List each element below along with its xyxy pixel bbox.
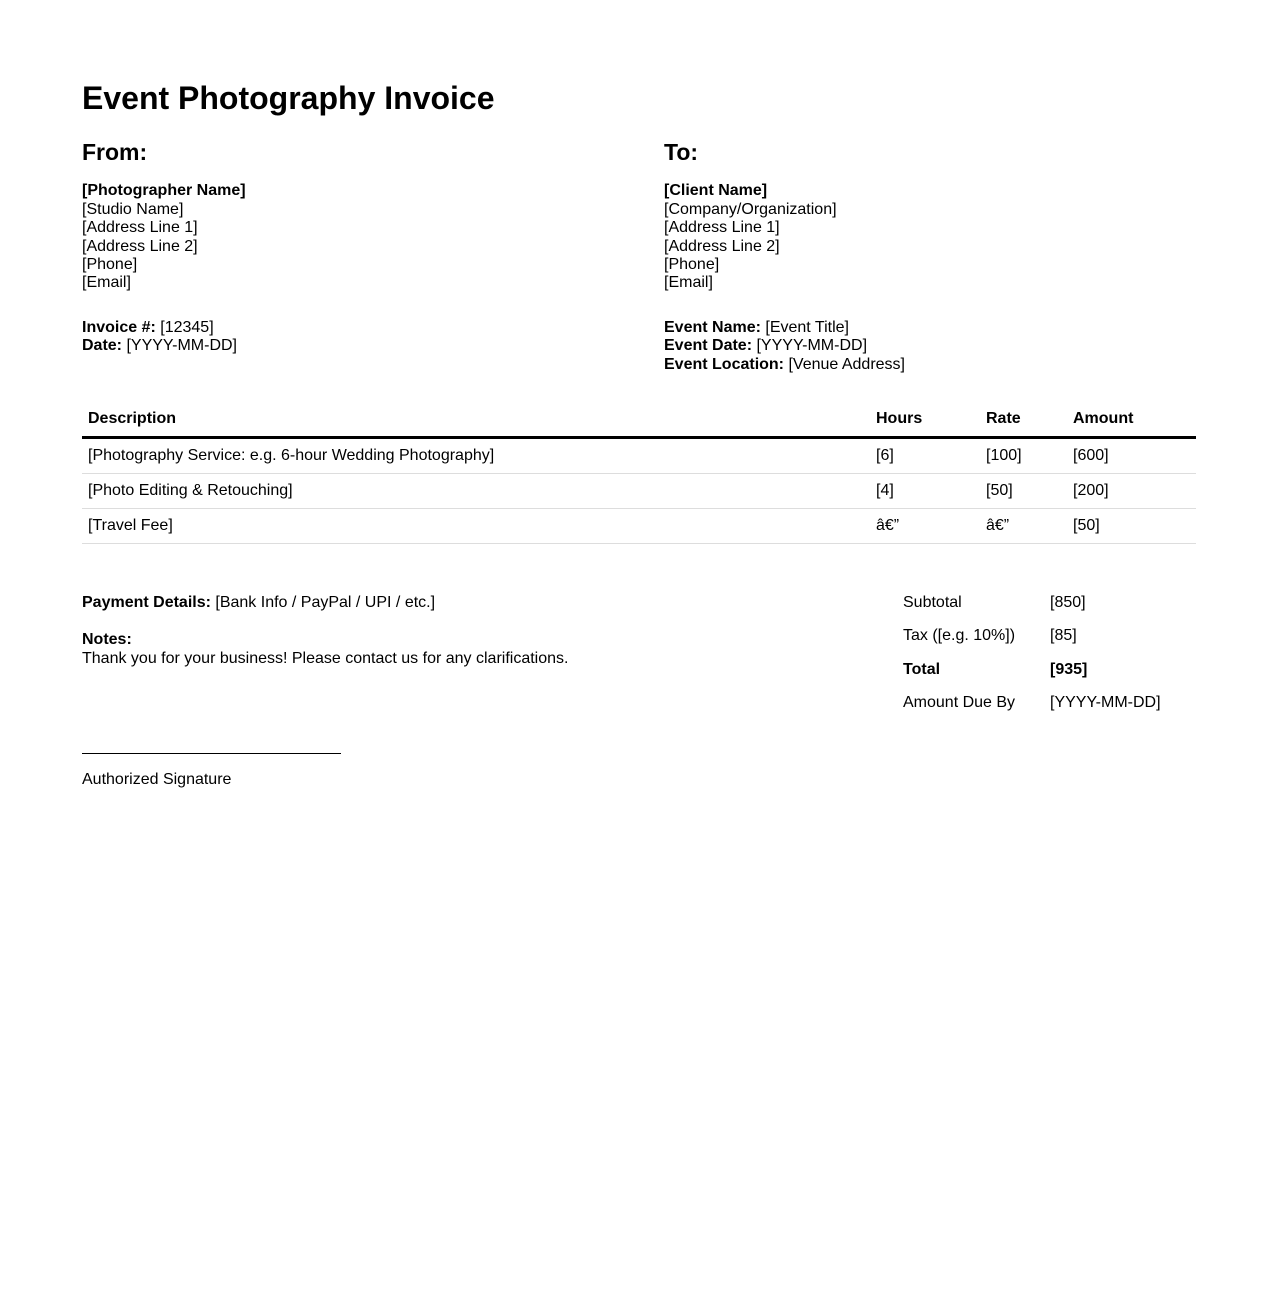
from-photographer-name: [Photographer Name]	[82, 182, 246, 200]
from-email: [Email]	[82, 274, 131, 292]
from-address-block	[82, 182, 664, 292]
invoice-date-label: Date:	[82, 337, 123, 355]
event-location-label: Event Location:	[664, 355, 785, 373]
amount-due-value: [YYYY-MM-DD]	[1050, 694, 1161, 712]
from-section	[82, 139, 664, 374]
column-header-hours: Hours	[870, 410, 980, 438]
event-date-label: Event Date:	[664, 337, 753, 355]
cell-rate: [100]	[980, 437, 1067, 473]
cell-amount: [600]	[1067, 437, 1196, 473]
to-heading: To:	[664, 138, 699, 165]
to-phone: [Phone]	[664, 255, 720, 273]
amount-due-row	[903, 694, 1196, 712]
notes-text: Thank you for your business! Please contact us for any clarifications.	[82, 649, 569, 667]
subtotal-value: [850]	[1050, 593, 1086, 611]
from-phone: [Phone]	[82, 255, 138, 273]
cell-hours: [6]	[870, 437, 980, 473]
tax-row	[903, 627, 1196, 645]
invoice-meta-block	[82, 319, 664, 356]
to-section	[664, 139, 1196, 374]
event-date-value: [YYYY-MM-DD]	[756, 337, 868, 355]
event-name-line	[664, 319, 1196, 337]
signature-label: Authorized Signature	[82, 771, 232, 789]
to-address-line-2: [Address Line 2]	[664, 237, 780, 255]
page-title: Event Photography Invoice	[82, 80, 495, 116]
event-location-value: [Venue Address]	[788, 355, 905, 373]
event-date-line	[664, 337, 1196, 355]
event-meta-block	[664, 319, 1196, 374]
cell-amount: [50]	[1067, 508, 1196, 543]
event-name-value: [Event Title]	[765, 318, 849, 336]
tax-label: Tax ([e.g. 10%])	[903, 627, 1016, 645]
total-label: Total	[903, 660, 941, 678]
event-location-line	[664, 356, 1196, 374]
event-name-label: Event Name:	[664, 318, 761, 336]
signature-section	[82, 753, 1196, 789]
tax-value: [85]	[1050, 627, 1077, 645]
payment-details-value: [Bank Info / PayPal / UPI / etc.]	[215, 593, 436, 611]
parties-section	[82, 139, 1196, 374]
subtotal-row	[903, 594, 1196, 612]
column-header-rate: Rate	[980, 410, 1067, 438]
to-address-block	[664, 182, 1196, 292]
from-studio-name: [Studio Name]	[82, 200, 184, 218]
invoice-date-value: [YYYY-MM-DD]	[126, 337, 237, 355]
cell-amount: [200]	[1067, 473, 1196, 508]
notes-label: Notes:	[82, 631, 132, 649]
column-header-amount: Amount	[1067, 410, 1196, 438]
invoice-date-line	[82, 337, 664, 355]
table-header-row	[82, 410, 1196, 438]
column-header-description: Description	[82, 410, 870, 438]
table-row	[82, 508, 1196, 543]
total-row	[903, 661, 1196, 679]
from-address-line-2: [Address Line 2]	[82, 237, 198, 255]
invoice-number-value: [12345]	[160, 318, 214, 336]
invoice-number-line	[82, 319, 664, 337]
amount-due-label: Amount Due By	[903, 694, 1016, 712]
subtotal-label: Subtotal	[903, 593, 962, 611]
table-row	[82, 437, 1196, 473]
bottom-section	[82, 594, 1196, 728]
invoice-number-label: Invoice #:	[82, 318, 156, 336]
cell-hours: [4]	[870, 473, 980, 508]
to-company: [Company/Organization]	[664, 200, 837, 218]
signature-line	[82, 753, 341, 754]
cell-rate: [50]	[980, 473, 1067, 508]
from-address-line-1: [Address Line 1]	[82, 219, 198, 237]
notes-block	[82, 631, 782, 668]
from-heading: From:	[82, 138, 148, 165]
table-row	[82, 473, 1196, 508]
cell-description: [Photo Editing & Retouching]	[82, 473, 870, 508]
payment-details-label: Payment Details:	[82, 593, 211, 611]
total-value: [935]	[1050, 660, 1088, 678]
cell-description: [Travel Fee]	[82, 508, 870, 543]
totals-section	[903, 594, 1196, 728]
cell-description: [Photography Service: e.g. 6-hour Wedding Photography]	[82, 437, 870, 473]
cell-hours: â€”	[870, 508, 980, 543]
to-email: [Email]	[664, 274, 713, 292]
cell-rate: â€”	[980, 508, 1067, 543]
line-items-table	[82, 410, 1196, 544]
payment-notes-section	[82, 594, 782, 668]
to-client-name: [Client Name]	[664, 182, 768, 200]
to-address-line-1: [Address Line 1]	[664, 219, 780, 237]
payment-details-line	[82, 594, 782, 612]
